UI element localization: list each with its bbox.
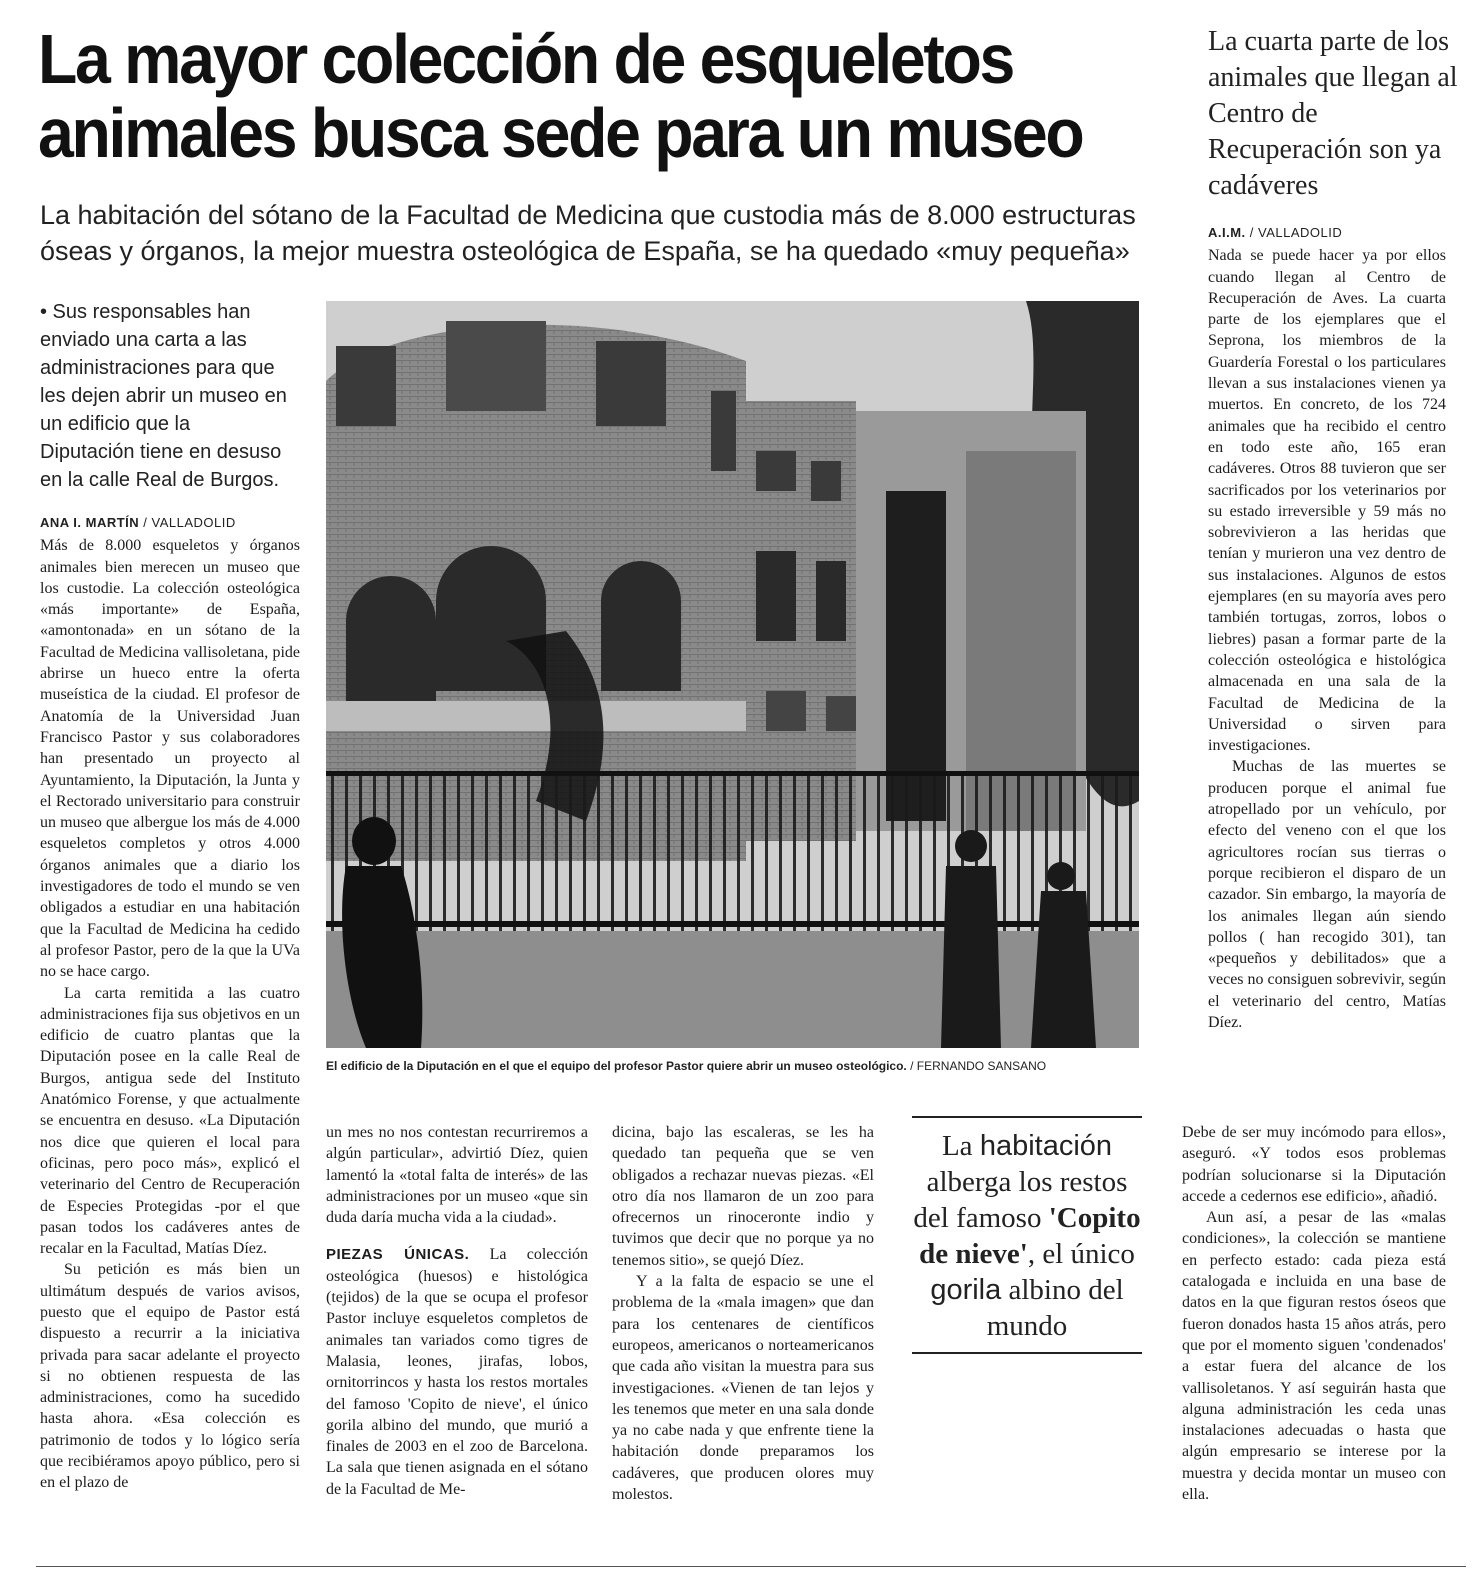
- subheadline: La habitación del sótano de la Facultad de Medicina que custodia más de 8.000 estructuras óseas y órganos, la mejor muestra osteológica de España, se ha quedado «muy pequeña»: [40, 200, 1136, 266]
- headline-line-1: La mayor colección de esqueletos: [38, 20, 1014, 98]
- building-photo-illustration: [326, 301, 1139, 1048]
- photo-credit: / FERNANDO SANSANO: [906, 1059, 1047, 1073]
- pull-quote-emphasis: gorila: [930, 1274, 1002, 1306]
- pull-quote-text: La: [941, 1130, 980, 1162]
- paragraph: Aun así, a pesar de las «malas condiciones», la colección se mantiene en perfecto estado: cada pieza está catalogada e incluida en una base de datos en la que figuran restos óseos que fueron donados hasta 15 años atrás, pero que por el momento siguen 'condenados' a estar fuera del alcance de los vallisoletanos. Y así seguirán hasta que alguna administración les ceda unas instalaciones adecuadas o hasta que algún empresario se interese por la muestra y decida montar un museo con ella.: [1182, 1209, 1446, 1504]
- byline-author: ANA I. MARTÍN: [40, 515, 140, 530]
- paragraph: Nada se puede hacer ya por ellos cuando llegan al Centro de Recuperación de Aves. La cuarta parte de los ejemplares que el Seprona, los miembros de la Guardería Forestal o los particulares llevan a sus instalaciones vienen ya muertos. En concreto, de los 724 animales que ha recibido el centro en todo este año, 165 eran cadáveres. Otros 88 tuvieron que ser sacrificados por los veterinarios por su estado irreversible y 59 más no sobrevivieron a las heridas que tenían y murieron una vez dentro de sus instalaciones. Algunos de estos ejemplares (en su mayoría aves pero también tortugas, zorros, lobos o liebres) pasan a formar parte de la colección osteológica e histológica almacenada en una sala de la Facultad de Medicina de la Universidad o sirven para investigaciones.: [1208, 247, 1446, 755]
- byline-place: / VALLADOLID: [139, 515, 236, 530]
- paragraph: [326, 1244, 588, 1500]
- building-photo: [326, 301, 1139, 1048]
- side-byline-place: / VALLADOLID: [1245, 225, 1343, 240]
- article-column-1: [40, 512, 300, 1494]
- byline: [40, 512, 300, 533]
- section-subtitle: PIEZAS ÚNICAS.: [326, 1246, 470, 1264]
- pull-quote-emphasis: habitación: [979, 1130, 1113, 1162]
- paragraph: un mes no nos contestan recurriremos a algún particular», advirtió Díez, quien lamentó la «total falta de interés» de las administraciones por un museo «que sin duda daría mucha vida a la ciudad».: [326, 1124, 588, 1227]
- side-byline: [1208, 222, 1446, 243]
- paragraph: Muchas de las muertes se producen porque el animal fue atropellado por un vehículo, por efecto del veneno con el que los agricultores rocían sus tierras o porque recibieron el disparo de un cazador. Sin embargo, la mayoría de los animales llegan aún siendo pollos ( han recogido 301), tan «pequeños y debilitados» que a veces no consiguen sobrevivir, según el veterinario del centro, Matías Díez.: [1208, 758, 1446, 1031]
- pull-quote-text: albino del mundo: [986, 1274, 1124, 1342]
- article-column-4: [1182, 1122, 1446, 1505]
- headline-line-2: animales busca sede para un museo: [38, 94, 1083, 172]
- pull-quote-emphasis: 'Copito de nieve': [919, 1202, 1141, 1270]
- pull-quote-text: , el único: [1027, 1238, 1135, 1270]
- photo-caption: [326, 1059, 1156, 1073]
- paragraph: Debe de ser muy incómodo para ellos», aseguró. «Y todos esos problemas podrían solucionarse si la Diputación accede a cedernos ese edificio», añadió.: [1182, 1124, 1446, 1205]
- photo-caption-text: El edificio de la Diputación en el que el equipo del profesor Pastor quiere abrir un museo osteológico.: [326, 1059, 907, 1073]
- paragraph: dicina, bajo las escaleras, se les ha quedado tan pequeña que se ven obligados a rechazar nuevas piezas. «El otro día nos llamaron de un zoo para ofrecernos un rinoceronte indio y tuvimos que decir que no porque ya no tenemos sitio», se quejó Díez.: [612, 1124, 874, 1269]
- paragraph-text: La colección osteológica (huesos) e histológica (tejidos) de la que se ocupa el profesor Pastor incluye esqueletos completos de animales tan variados como tigres de Malasia, leones, jirafas, lobos, ornitorrincos y hasta los restos mortales del famoso 'Copito de nieve', el único gorila albino del mundo, que murió a finales de 2003 en el zoo de Barcelona. La sala que tienen asignada en el sótano de la Facultad de Me-: [326, 1246, 589, 1498]
- bottom-rule: [36, 1566, 1466, 1567]
- side-story-headline: La cuarta parte de los animales que llegan al Centro de Recuperación son ya cadáveres: [1208, 26, 1458, 201]
- paragraph: Más de 8.000 esqueletos y órganos animales bien merecen un museo que los custodie. La colección osteológica «más importante» de España, «amontonada» en un sótano de la Facultad de Medicina vallisoletana, pide abrirse un hueco entre la oferta museística de la ciudad. El profesor de Anatomía de la Universidad Juan Francisco Pastor y sus colaboradores han presentado un proyecto al Ayuntamiento, la Diputación, la Junta y el Rectorado universitario para construir un museo que albergue los más de 4.000 esqueletos completos y otros 4.000 órganos animales que a diario los investigadores de todo el mundo se ven obligados a estudiar en una habitación que la Facultad de Medicina ha cedido al profesor Pastor, pero de la que la UVa no se hace cargo.: [40, 537, 300, 981]
- article-column-3: [612, 1122, 874, 1505]
- summary-bullet: • Sus responsables han enviado una carta a las administraciones para que les dejen abrir un museo en un edificio que la Diputación tiene en desuso en la calle Real de Burgos.: [40, 301, 287, 491]
- article-column-2: [326, 1122, 588, 1500]
- pull-quote-text: alberga los restos del famoso: [913, 1166, 1128, 1234]
- side-byline-author: A.I.M.: [1208, 225, 1246, 240]
- paragraph: Su petición es más bien un ultimátum después de varios avisos, puesto que el equipo de Pastor está dispuesto a recurrir a la iniciativa privada para sacar adelante el proyecto si no obtienen respuesta de las administraciones, como ha sucedido hasta ahora. «Esa colección es patrimonio de todos y lo lógico sería que recibiéramos apoyo público, pero si en el plazo de: [40, 1261, 300, 1492]
- pull-quote: [912, 1116, 1142, 1354]
- paragraph: La carta remitida a las cuatro administraciones fija sus objetivos en un edificio de cuatro plantas que la Diputación posee en la calle Real de Burgos, antigua sede del Instituto Anatómico Forense, y que actualmente se encuentra en desuso. «La Diputación nos dice que quieren el local para oficinas, pero poco más», explicó el veterinario del Centro de Recuperación de Especies Protegidas -por el que pasan todos los cadáveres antes de recalar en la Facultad, Matías Díez.: [40, 984, 300, 1258]
- paragraph: Y a la falta de espacio se une el problema de la «mala imagen» que dan para los centenares de científicos europeos, americanos o norteamericanos que cada año visitan la muestra para sus investigaciones. «Vienen de tan lejos y les tenemos que meter en una sala donde ya no cabe nada y que enfrente tiene la habitación donde preparamos los cadáveres, que producen olores muy molestos.: [612, 1273, 874, 1504]
- headline: [38, 22, 1096, 170]
- side-story-column: [1208, 222, 1446, 1033]
